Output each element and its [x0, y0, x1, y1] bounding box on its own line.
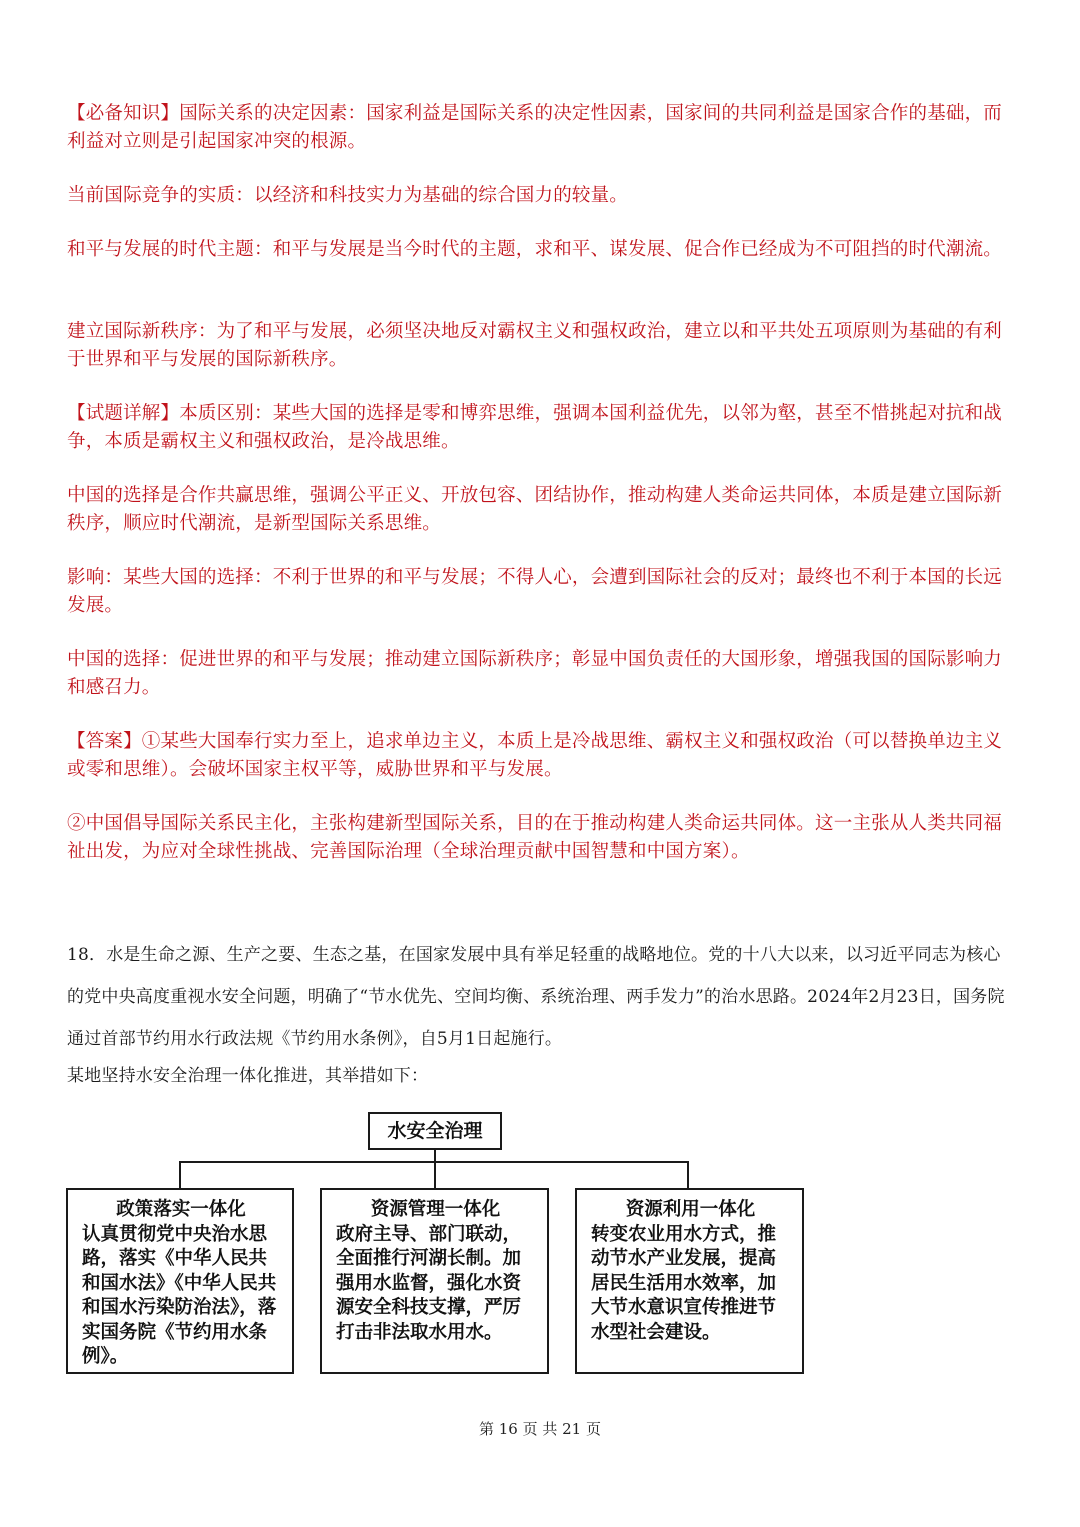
question-intro: 某地坚持水安全治理一体化推进，其举措如下：: [67, 1066, 429, 1086]
water-security-diagram: [0, 1110, 1080, 1380]
peace-development-paragraph: 和平与发展的时代主题：和平与发展是当今时代的主题，求和平、谋发展、促合作已经成为不可阻挡的时代潮流。: [67, 239, 1003, 260]
connector-left: [179, 1161, 181, 1189]
policy-title: 政策落实一体化: [116, 1199, 246, 1220]
resource-management-body: 政府主导、部门联动，全面推行河湖长制。加强用水监督，强化水资源安全科技支撑，严厉打击非法取水用水。: [336, 1223, 522, 1343]
china-influence-paragraph: 中国的选择：促进世界的和平与发展；推动建立国际新秩序；彰显中国负责任的大国形象，增强我国的国际影响力和感召力。: [67, 649, 1003, 698]
connector-right: [687, 1161, 689, 1189]
resource-management-title: 资源管理一体化: [370, 1199, 501, 1220]
new-order-paragraph: 建立国际新秩序：为了和平与发展，必须坚决地反对霸权主义和强权政治，建立以和平共处五项原则为基础的有利于世界和平与发展的国际新秩序。: [67, 321, 1003, 370]
resource-utilization-body: 转变农业用水方式，推动节水产业发展，提高居民生活用水效率，加大节水意识宣传推进节水型社会建设。: [591, 1223, 777, 1343]
resource-management-box: [320, 1188, 549, 1374]
answer-paragraph-2: ②中国倡导国际关系民主化，主张构建新型国际关系，目的在于推动构建人类命运共同体。这一主张从人类共同福祉出发，为应对全球性挑战、完善国际治理（全球治理贡献中国智慧和中国方案）。: [67, 813, 1003, 862]
diagram-root-box: 水安全治理: [368, 1112, 502, 1150]
competition-paragraph: 当前国际竞争的实质：以经济和科技实力为基础的综合国力的较量。: [67, 185, 629, 206]
policy-box: [66, 1188, 294, 1374]
china-choice-paragraph: 中国的选择是合作共赢思维，强调公平正义、开放包容、团结协作，推动构建人类命运共同体，本质是建立国际新秩序，顺应时代潮流，是新型国际关系思维。: [67, 485, 1003, 534]
influence-paragraph: 影响：某些大国的选择：不利于世界的和平与发展；不得人心，会遭到国际社会的反对；最终也不利于本国的长远发展。: [67, 567, 1003, 616]
policy-body: 认真贯彻党中央治水思路，落实《中华人民共和国水法》《中华人民共和国水污染防治法》，落实国务院《节约用水条例》。: [82, 1223, 277, 1367]
answer-paragraph-1: 【答案】①某些大国奉行实力至上，追求单边主义，本质上是冷战思维、霸权主义和强权政治（可以替换单边主义或零和思维）。会破坏国家主权平等，威胁世界和平与发展。: [67, 731, 1003, 780]
page-footer: 第 16 页 共 21 页: [478, 1420, 601, 1438]
explanation-paragraph: 【试题详解】本质区别：某些大国的选择是零和博弈思维，强调本国利益优先，以邻为壑，甚至不惜挑起对抗和战争，本质是霸权主义和强权政治，是冷战思维。: [67, 403, 1003, 452]
question-stem: 18．水是生命之源、生产之要、生态之基，在国家发展中具有举足轻重的战略地位。党的十八大以来，以习近平同志为核心的党中央高度重视水安全问题，明确了“节水优先、空间均衡、系统治理、两手发力”的治水思路。2024年2月23日，国务院通过首部节约用水行政法规《节约用水条例》，自5月1日起施行。: [67, 945, 1005, 1049]
knowledge-paragraph: 【必备知识】国际关系的决定因素：国家利益是国际关系的决定性因素，国家间的共同利益是国家合作的基础，而利益对立则是引起国家冲突的根源。: [67, 103, 1003, 152]
resource-utilization-box: [575, 1188, 804, 1374]
resource-utilization-title: 资源利用一体化: [625, 1199, 756, 1220]
connector-middle: [434, 1161, 436, 1189]
